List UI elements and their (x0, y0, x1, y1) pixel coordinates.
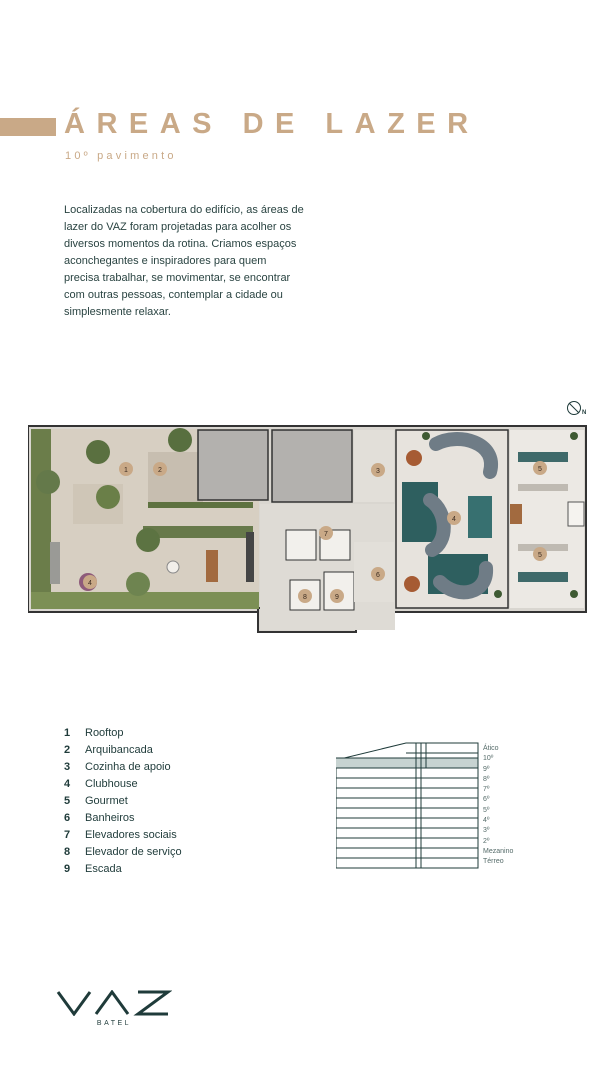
floor-label: 6º (483, 796, 490, 804)
plan-marker (330, 589, 344, 603)
plan-marker-label: 6 (376, 572, 380, 579)
plan-marker (447, 511, 461, 525)
compass-icon (566, 400, 590, 416)
floor-label: Térreo (483, 858, 504, 866)
plan-marker-label: 2 (158, 467, 162, 474)
building-section-diagram (336, 740, 482, 870)
page-title: ÁREAS DE LAZER (64, 108, 480, 140)
floor-label: 9º (483, 765, 490, 773)
plan-marker (319, 526, 333, 540)
floor-label: 3º (483, 827, 490, 835)
plan-marker-label: 8 (303, 594, 307, 601)
legend-number: 8 (64, 845, 71, 858)
plan-marker-label: 5 (538, 466, 542, 473)
plan-marker-label: 1 (124, 467, 128, 474)
floor-label: 7º (483, 786, 490, 794)
legend-label: Elevador de serviço (85, 845, 182, 858)
compass-label: N (582, 410, 587, 416)
floor-label: 4º (483, 817, 490, 825)
legend-label: Arquibancada (85, 743, 153, 756)
plan-marker (371, 463, 385, 477)
legend-number: 4 (64, 777, 71, 790)
legend-number: 1 (64, 726, 71, 739)
plan-marker (371, 567, 385, 581)
legend-item (64, 775, 182, 792)
floor-label: 8º (483, 775, 490, 783)
title-accent-bar (0, 118, 56, 136)
legend-number: 2 (64, 743, 71, 756)
legend-label: Elevadores sociais (85, 828, 177, 841)
plan-marker (533, 547, 547, 561)
legend-item (64, 792, 182, 809)
plan-marker (83, 575, 97, 589)
floor-label: 10º (483, 755, 494, 763)
plan-marker (153, 462, 167, 476)
plan-marker-label: 9 (335, 594, 339, 601)
plan-marker (533, 461, 547, 475)
legend-label: Banheiros (85, 811, 135, 824)
plan-marker (119, 462, 133, 476)
legend-number: 3 (64, 760, 71, 773)
legend-item (64, 843, 182, 860)
plan-marker (298, 589, 312, 603)
vaz-logo (56, 990, 172, 1016)
legend-list (64, 724, 182, 877)
legend-label: Clubhouse (85, 777, 138, 790)
legend-item (64, 741, 182, 758)
legend-label: Escada (85, 862, 122, 875)
legend-item (64, 758, 182, 775)
section-highlight-floor (336, 758, 478, 768)
plan-marker-label: 4 (88, 580, 92, 587)
legend-label: Gourmet (85, 794, 128, 807)
brand-subtitle: BATEL (96, 1020, 132, 1027)
legend-number: 5 (64, 794, 71, 807)
plan-marker-label: 4 (452, 516, 456, 523)
floor-label: Mezanino (483, 847, 514, 855)
floor-label: Ático (483, 745, 499, 752)
plan-marker-label: 5 (538, 552, 542, 559)
floor-label: 2º (483, 837, 490, 845)
legend-number: 7 (64, 828, 71, 841)
page-subtitle: 10º pavimento (65, 150, 177, 162)
legend-label: Rooftop (85, 726, 124, 739)
plan-marker-label: 3 (376, 468, 380, 475)
plan-marker-label: 7 (324, 531, 328, 538)
intro-paragraph: Localizadas na cobertura do edifício, as áreas de lazer do VAZ foram projetadas para acolher os diversos momentos da rotina. Criamos espaços aconchegantes e inspiradores para quem precisa trabalhar, se movimentar, se encontrar com outras pessoas, contemplar a cidade ou simplesmente relaxar. (64, 204, 304, 318)
floor-labels (483, 744, 513, 868)
legend-number: 6 (64, 811, 71, 824)
legend-item (64, 724, 182, 741)
legend-item (64, 826, 182, 843)
legend-item (64, 860, 182, 877)
floor-label: 5º (483, 806, 490, 814)
floor-plan (28, 422, 588, 634)
legend-label: Cozinha de apoio (85, 760, 171, 773)
legend-item (64, 809, 182, 826)
legend-number: 9 (64, 862, 71, 875)
